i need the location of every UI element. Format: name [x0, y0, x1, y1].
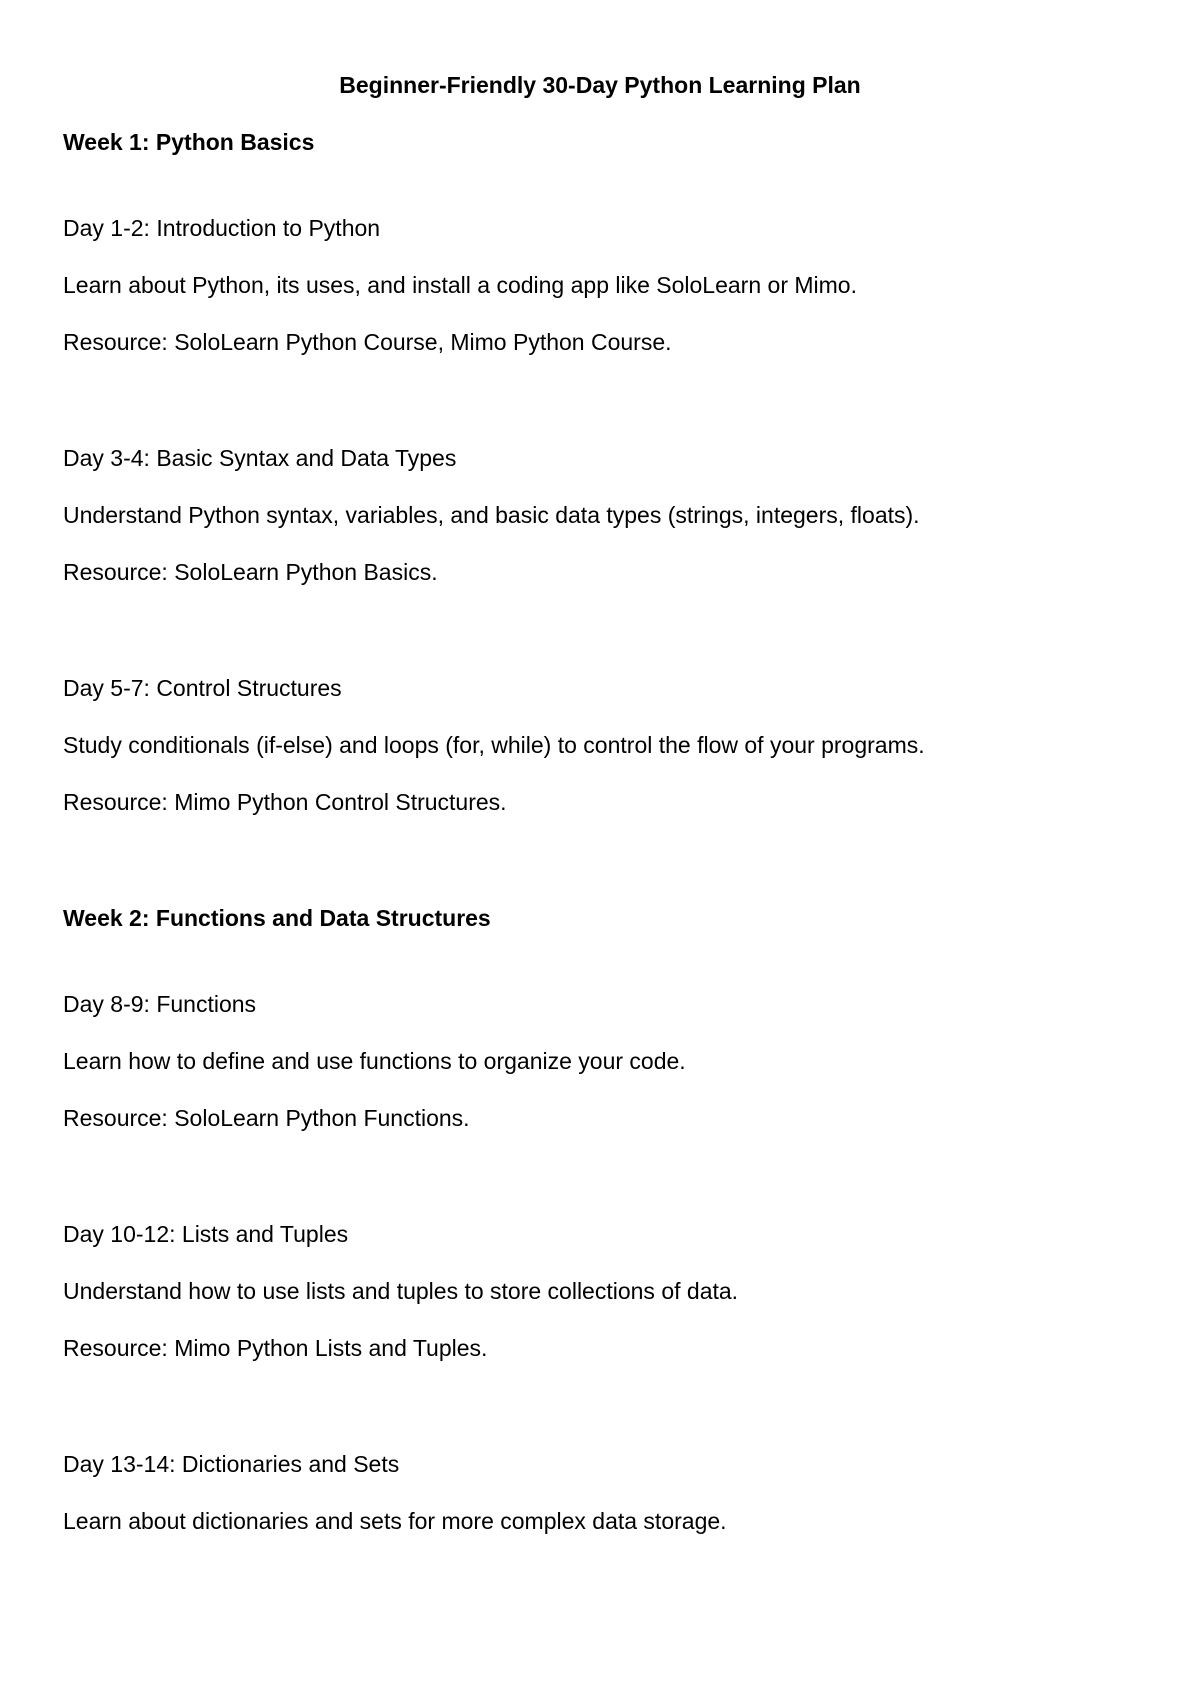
day-3-4-heading: Day 3-4: Basic Syntax and Data Types	[63, 445, 457, 471]
day-3-4-description: Understand Python syntax, variables, and basic data types (strings, integers, floats).	[63, 502, 920, 528]
day-8-9-resource: Resource: SoloLearn Python Functions.	[63, 1105, 470, 1131]
day-1-2-resource: Resource: SoloLearn Python Course, Mimo Python Course.	[63, 329, 672, 355]
document-title: Beginner-Friendly 30-Day Python Learning Plan	[339, 72, 861, 98]
day-8-9-description: Learn how to define and use functions to organize your code.	[63, 1048, 686, 1074]
day-5-7-description: Study conditionals (if-else) and loops (for, while) to control the flow of your programs.	[63, 732, 925, 758]
day-10-12-resource: Resource: Mimo Python Lists and Tuples.	[63, 1335, 488, 1361]
day-3-4-resource: Resource: SoloLearn Python Basics.	[63, 559, 438, 585]
week-2-heading: Week 2: Functions and Data Structures	[63, 905, 491, 931]
day-8-9-heading: Day 8-9: Functions	[63, 991, 257, 1017]
day-10-12-description: Understand how to use lists and tuples to store collections of data.	[63, 1278, 739, 1304]
day-1-2-description: Learn about Python, its uses, and install a coding app like SoloLearn or Mimo.	[63, 272, 857, 298]
week-1-heading: Week 1: Python Basics	[63, 129, 315, 155]
day-13-14-heading: Day 13-14: Dictionaries and Sets	[63, 1451, 400, 1477]
day-13-14-description: Learn about dictionaries and sets for more complex data storage.	[63, 1508, 727, 1534]
day-10-12-heading: Day 10-12: Lists and Tuples	[63, 1221, 349, 1247]
day-1-2-heading: Day 1-2: Introduction to Python	[63, 215, 381, 241]
day-5-7-heading: Day 5-7: Control Structures	[63, 675, 342, 701]
day-5-7-resource: Resource: Mimo Python Control Structures.	[63, 789, 507, 815]
